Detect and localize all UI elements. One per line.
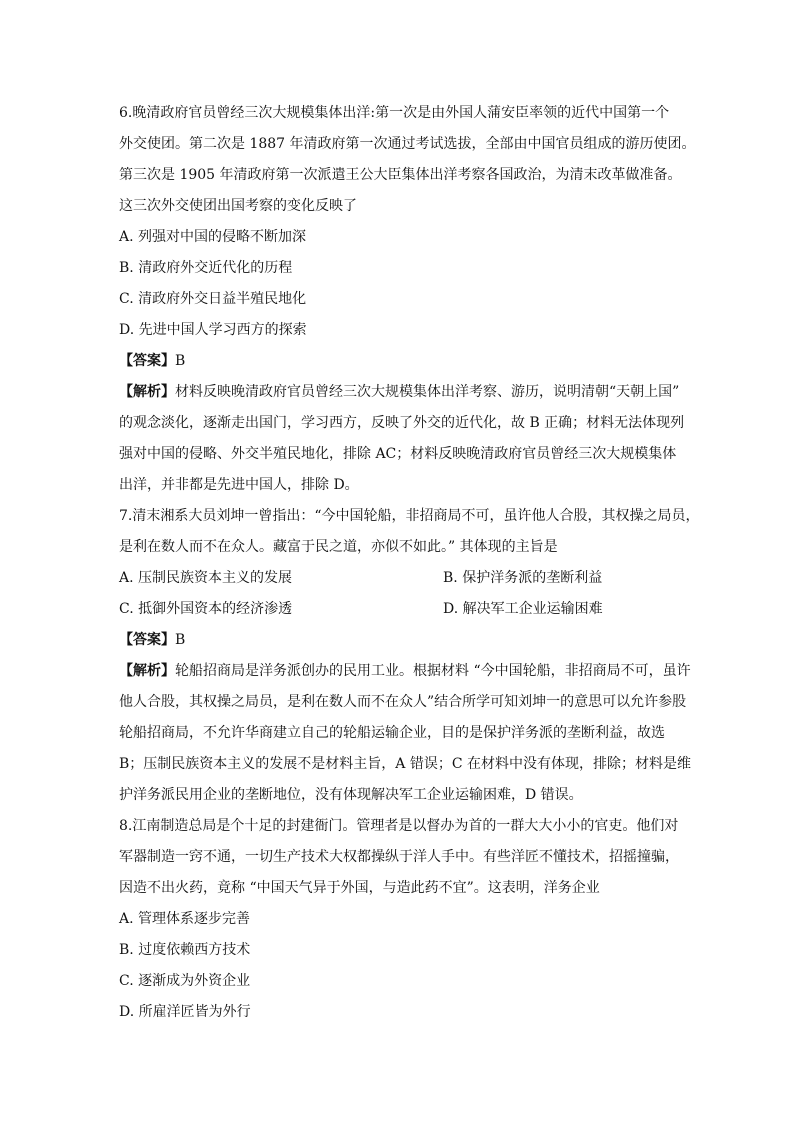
question-7-analysis-line: B；压制民族资本主义的发展不是材料主旨，A 错误；C 在材料中没有体现，排除；材料是维 [119,756,692,772]
question-8-option-c: C. 逐渐成为外资企业 [119,973,251,989]
document-page [119,98,700,1028]
question-6-analysis-line: 强对中国的侵略、外交半殖民地化，排除 AC；材料反映晚清政府官员曾经三次大规模集体 [119,446,677,462]
question-8-option-a: A. 管理体系逐步完善 [119,911,251,927]
question-6 [119,98,696,501]
question-7-answer [119,625,689,656]
analysis-label: 【解析】 [119,663,175,679]
question-7-options-row [119,594,689,625]
question-6-analysis-line: 出洋，并非都是先进中国人，排除 D。 [119,477,359,493]
question-8-stem-line: 8.江南制造总局是个十足的封建衙门。管理者是以督办为首的一群大大小小的官吏。他们对 [119,818,679,834]
question-6-stem-line: 第三次是 1905 年清政府第一次派遣王公大臣集体出洋考察各国政治，为清末改革做准备。 [119,167,682,183]
question-6-option-d: D. 先进中国人学习西方的探索 [119,322,307,338]
question-6-stem-line: 外交使团。第二次是 1887 年清政府第一次通过考试选拔，全部由中国官员组成的游历使团。 [119,136,696,152]
question-8-option-b: B. 过度依赖西方技术 [119,942,251,958]
question-8-stem-line: 军器制造一窍不通，一切生产技术大权都操纵于洋人手中。有些洋匠不懂技术，招摇撞骗， [119,849,679,865]
question-6-analysis-line [119,377,689,408]
question-7-options-row [119,563,689,594]
question-6-answer [119,346,689,377]
question-6-stem-line: 6.晚清政府官员曾经三次大规模集体出洋:第一次是由外国人蒲安臣率领的近代中国第一个 [119,105,670,121]
question-6-analysis-line: 的观念淡化，逐渐走出国门，学习西方，反映了外交的近代化，故 B 正确；材料无法体现列 [119,415,685,431]
question-8-stem-line: 因造不出火药，竟称 “中国天气异于外国，与造此药不宜”。这表明，洋务企业 [119,880,600,896]
question-7-stem-line: 7.清末湘系大员刘坤一曾指出：“今中国轮船，非招商局不可，虽许他人合股，其权操之局员， [119,508,700,524]
answer-label: 【答案】 [119,353,175,369]
question-7-option-a: A. 压制民族资本主义的发展 [119,570,293,586]
question-7-option-d: D. 解决军工企业运输困难 [443,601,603,617]
answer-value: B [175,353,186,369]
analysis-label: 【解析】 [119,384,175,400]
analysis-text: 材料反映晚清政府官员曾经三次大规模集体出洋考察、游历，说明清朝“天朝上国” [175,384,680,400]
question-8-option-d: D. 所雇洋匠皆为外行 [119,1004,251,1020]
question-7-analysis-line [119,656,689,687]
answer-value: B [175,632,186,648]
answer-label: 【答案】 [119,632,175,648]
question-6-option-a: A. 列强对中国的侵略不断加深 [119,229,307,245]
question-7-analysis-line: 护洋务派民用企业的垄断地位，没有体现解决军工企业运输困难，D 错误。 [119,787,583,803]
question-7-stem-line: 是利在数人而不在众人。藏富于民之道，亦似不如此。” 其体现的主旨是 [119,539,558,555]
question-7-analysis-line: 轮船招商局，不允许华商建立自己的轮船运输企业，目的是保护洋务派的垄断利益，故选 [119,725,665,741]
question-7 [119,501,700,811]
question-6-option-b: B. 清政府外交近代化的历程 [119,260,293,276]
question-7-option-c: C. 抵御外国资本的经济渗透 [119,601,293,617]
question-6-stem-line: 这三次外交使团出国考察的变化反映了 [119,198,357,214]
question-6-option-c: C. 清政府外交日益半殖民地化 [119,291,307,307]
question-8 [119,811,689,1028]
question-7-analysis-line: 他人合股，其权操之局员，是利在数人而不在众人”结合所学可知刘坤一的意思可以允许参股 [119,694,687,710]
question-7-option-b: B. 保护洋务派的垄断利益 [443,570,603,586]
analysis-text: 轮船招商局是洋务派创办的民用工业。根据材料 “今中国轮船，非招商局不可，虽许 [175,663,691,679]
